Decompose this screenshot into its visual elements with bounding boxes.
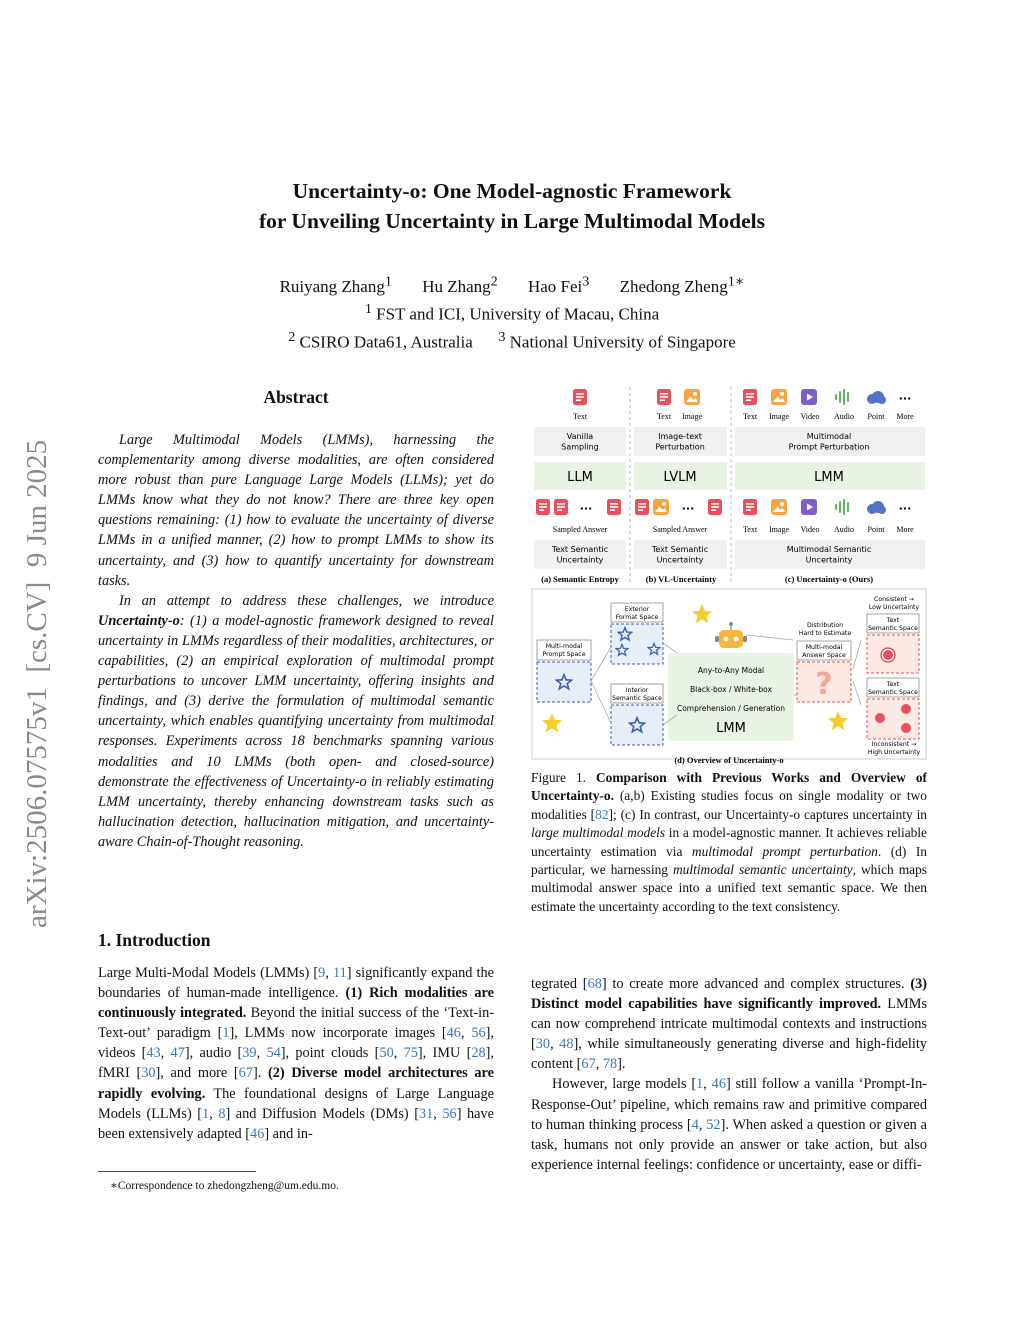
model-label: LMM [814,470,844,485]
intro-paragraph-1: Large Multi-Modal Models (LMMs) [9, 11] significantly expand the boundaries of human-made intelligence. (1) Rich modalities are continuously integrated. Beyond the initial success of the ‘Text-in-Text-out’ paradigm [1], LMMs now incorporate images [46, 56], videos [43, 47], audio [39, 54], point clouds [50, 75], IMU [28], fMRI [30], and more [67]. (2) Diverse model architectures are rapidly evolving. The foundational designs of Large Language Models (LLMs) [1, 8] and Diffusion Models (DMs) [31, 56] have been extensively adapted [46] and in- [98,965,495,1142]
sampled-answer-label: Sampled Answer [652,525,708,534]
citation-link[interactable]: 47 [170,1045,185,1062]
answer-dot [901,704,911,714]
affiliation-2-3: $^2$ CSIRO Data61, Australia $^3$ National University of Singapore [288,329,736,352]
citation-link[interactable]: 56 [442,1105,457,1122]
subfigure-caption-c: (c) Uncertainty-o (Ours) [784,574,874,584]
citation-link[interactable]: 54 [266,1045,281,1062]
citation-link[interactable]: 8 [218,1105,226,1122]
point-cloud-icon [867,391,886,404]
multimodal-answer-space-label: Multi-modal Answer Space [802,644,846,660]
distribution-label: Distribution Hard to Estimate [798,622,852,638]
citation-link[interactable]: 68 [587,976,602,992]
modality-label: Text [742,525,758,534]
text-icon [743,499,757,515]
citation-link[interactable]: 31 [418,1105,434,1122]
answer-icon [607,499,621,515]
lmm-label: LMM [716,721,746,736]
abstract-body [98,430,494,852]
point-cloud-icon [867,501,886,514]
interior-space-box [611,705,663,745]
modality-label: Point [867,412,885,421]
citation-link[interactable]: 67 [581,1056,596,1073]
answer-icon [653,499,669,515]
subfigure-caption-b: (b) VL-Uncertainty [645,574,717,584]
citation-link[interactable]: 1 [202,1105,210,1122]
citation-link[interactable]: 1 [696,1076,704,1093]
author-name: Ruiyang Zhang$^1$ [279,273,392,296]
citation-link[interactable]: 39 [242,1045,257,1062]
star-icon [542,713,562,732]
exterior-format-space-label: Exterior Format Space [615,606,659,622]
modality-label: More [896,525,914,534]
abstract-paragraph-1: Large Multimodal Models (LMMs), harnessing the complementarity among diverse modalities, are often considered more robust than pure Language Large Models (LLMs); yet do LMMs know what they do not know? There are three key open questions remaining: (1) how to evaluate the uncertainty of diverse LMMs in a unified manner, (2) how to prompt LMMs to show its uncertainty, and (3) how to quantify uncertainty for downstream tasks. [98,432,494,589]
intro-paragraph-2: However, large models [1, 46] still follow a vanilla ‘Prompt-In-Response-Out’ pipeline, which remains raw and primitive compared to human thinking process [4, 52]. When asked a question or given a task, humans not only provide an answer or take action, but also experience internal feelings: confidence or uncertainty, ease or diffi- [531,1076,927,1173]
uncertainty-label: Multimodal Semantic Uncertainty [786,545,872,565]
modality-label: Audio [834,412,854,421]
author-names [120,270,904,298]
modality-label: Image [769,525,789,534]
author-name: Hu Zhang$^2$ [422,273,498,296]
citation-link[interactable]: 78 [602,1056,618,1073]
answer-icon [536,499,550,515]
sampled-answer-label: Sampled Answer [552,525,608,534]
image-icon [771,389,787,405]
answer-dot [883,650,893,660]
footnote-rule [98,1171,256,1172]
comprehension-generation-label: Comprehension / Generation [676,704,786,713]
text-semantic-space-label: Text Semantic Space [868,681,918,697]
affiliation-1: $^1$ FST and ICI, University of Macau, China [364,301,660,324]
uncertainty-label: Text Semantic Uncertainty [651,545,709,565]
video-icon [801,499,817,515]
author-name: Hao Fei$^3$ [527,273,590,296]
citation-link[interactable]: 52 [706,1116,721,1133]
model-label: LLM [567,470,593,485]
figure-bottom-panel [532,589,926,765]
any-to-any-label: Any-to-Any Modal [697,666,765,675]
arxiv-stamp [8,360,56,935]
more-ellipsis: ··· [579,502,593,515]
citation-link[interactable]: 56 [471,1025,486,1042]
citation-link[interactable]: 75 [403,1045,418,1062]
exterior-space-box [611,624,663,664]
image-icon [771,499,787,515]
modality-label: Text [656,412,672,421]
modality-label: More [896,412,914,421]
title-line-2: for Unveiling Uncertainty in Large Multimodal Models [258,209,766,233]
answer-icon [708,499,722,515]
modality-icons-row-top [743,389,911,405]
modality-label: Image [769,412,789,421]
robot-icon [715,622,747,648]
citation-link[interactable]: 4 [691,1116,699,1133]
paper-title [120,176,904,236]
audio-icon [835,499,849,515]
prompt-label: Image-text Perturbation [655,432,705,452]
author-name: Zhedong Zheng$^{1∗}$ [619,273,745,296]
modality-label: Text [742,412,758,421]
question-mark-icon: ? [815,667,833,702]
multimodal-prompt-space-label: Multi-modal Prompt Space [542,643,586,659]
text-modality-icon [573,389,587,405]
citation-link[interactable]: 82 [595,806,609,822]
author-block [120,270,904,354]
abstract-heading: Abstract [263,387,329,407]
black-white-box-label: Black-box / White-box [690,685,772,694]
modality-label: Point [867,525,885,534]
citation-link[interactable]: 46 [446,1025,461,1042]
citation-link[interactable]: 1 [222,1025,230,1042]
citation-link[interactable]: 43 [146,1045,161,1062]
video-icon [801,389,817,405]
abstract-paragraph-2: In an attempt to address these challenges, we introduce Uncertainty-o: (1) a model-agnostic framework designed to reveal uncertainty in LMMs regardless of their modalities, architectures, or capabilities, (2) an empirical exploration of multimodal prompt perturbations to uncover LMM uncertainty, offering insights and findings, and (3) derive the formulation of multimodal semantic uncertainty, which enables quantifying uncertainty from multimodal responses. Experiments across 18 benchmarks spanning various modalities and 10 LMMs (both open- and closed-source) demonstrate the effectiveness of Uncertainty-o in reliably estimating LMM uncertainty, thereby enhancing downstream tasks such as hallucination detection, hallucination mitigation, and uncertainty-aware Chain-of-Thought reasoning. [98,592,494,850]
modality-label: Video [800,525,820,534]
arxiv-stamp-text: arXiv:2506.07575v1 [cs.CV] 9 Jun 2025 [21,439,53,928]
star-icon [692,604,712,623]
modality-label: Audio [834,525,854,534]
text-icon [743,389,757,405]
audio-icon [835,389,849,405]
model-label: LVLM [663,470,697,485]
interior-semantic-space-label: Interior Semantic Space [612,687,662,703]
figure-1 [531,385,927,765]
citation-link[interactable]: 30 [141,1065,156,1082]
prompt-label: Multimodal Prompt Perturbation [788,432,870,452]
prompt-space-box [537,662,591,702]
modality-label: Text [572,412,588,421]
text-modality-icon [657,389,671,405]
citation-link[interactable]: 48 [559,1036,574,1053]
citation-link[interactable]: 46 [250,1125,265,1142]
citation-link[interactable]: 46 [711,1076,726,1093]
citation-link[interactable]: 50 [379,1045,394,1062]
citation-link[interactable]: 11 [332,965,347,981]
citation-link[interactable]: 28 [471,1045,486,1062]
answer-dot [875,713,885,723]
intro-left-column [98,963,494,1144]
answer-icon [635,499,649,515]
subfigure-caption-d: (d) Overview of Uncertainty-o [674,755,784,765]
intro-paragraph-1-cont: tegrated [68] to create more advanced and complex structures. (3) Distinct model capabilities have significantly improved. LMMs can now comprehend intricate multimodal contexts and instructions [30, 48], while simultaneously generating diverse and high-fidelity content [67, 78]. [531,976,928,1073]
more-ellipsis: ··· [681,502,695,515]
inconsistent-space-box [867,699,919,739]
intro-right-column [531,974,927,1175]
figure-caption: Figure 1. Comparison with Previous Works and Overview of Uncertainty-o. (a,b) Existing studies focus on single modality or two modalities [82]; (c) In contrast, our Uncertainty-o captures uncertainty in large multimodal models in a model-agnostic manner. It achieves reliable uncertainty estimation via multimodal prompt perturbation. (d) In particular, we harnessing multimodal semantic uncertainty, which maps multimodal answer space into a unified text semantic space. We then estimate the uncertainty according to the text consistency. [531,770,928,914]
answer-icon [554,499,568,515]
star-icon [828,711,848,730]
uncertainty-label: Text Semantic Uncertainty [551,545,609,565]
inconsistent-label: Inconsistent → High Uncertainty [867,741,921,757]
subfigure-caption-a: (a) Semantic Entropy [541,574,619,584]
title-line-1: Uncertainty-o: One Model-agnostic Framework [292,179,732,203]
answer-dot [901,723,911,733]
figure-top-panel [534,387,925,585]
footnote: ∗Correspondence to zhedongzheng@um.edu.mo. [110,1180,339,1192]
modality-label: Video [800,412,820,421]
modality-icons-row-bottom [743,499,911,515]
text-semantic-space-label: Text Semantic Space [868,617,918,633]
image-modality-icon [684,389,700,405]
modality-label: Image [682,412,702,421]
citation-link[interactable]: 9 [318,965,326,981]
more-icon: ··· [898,392,912,405]
more-icon: ··· [898,502,912,515]
section-heading-introduction: 1. Introduction [98,930,211,950]
citation-link[interactable]: 67 [238,1065,253,1082]
prompt-label: Vanilla Sampling [561,432,599,452]
consistent-label: Consistent → Low Uncertainty [868,596,920,612]
citation-link[interactable]: 30 [535,1036,551,1053]
